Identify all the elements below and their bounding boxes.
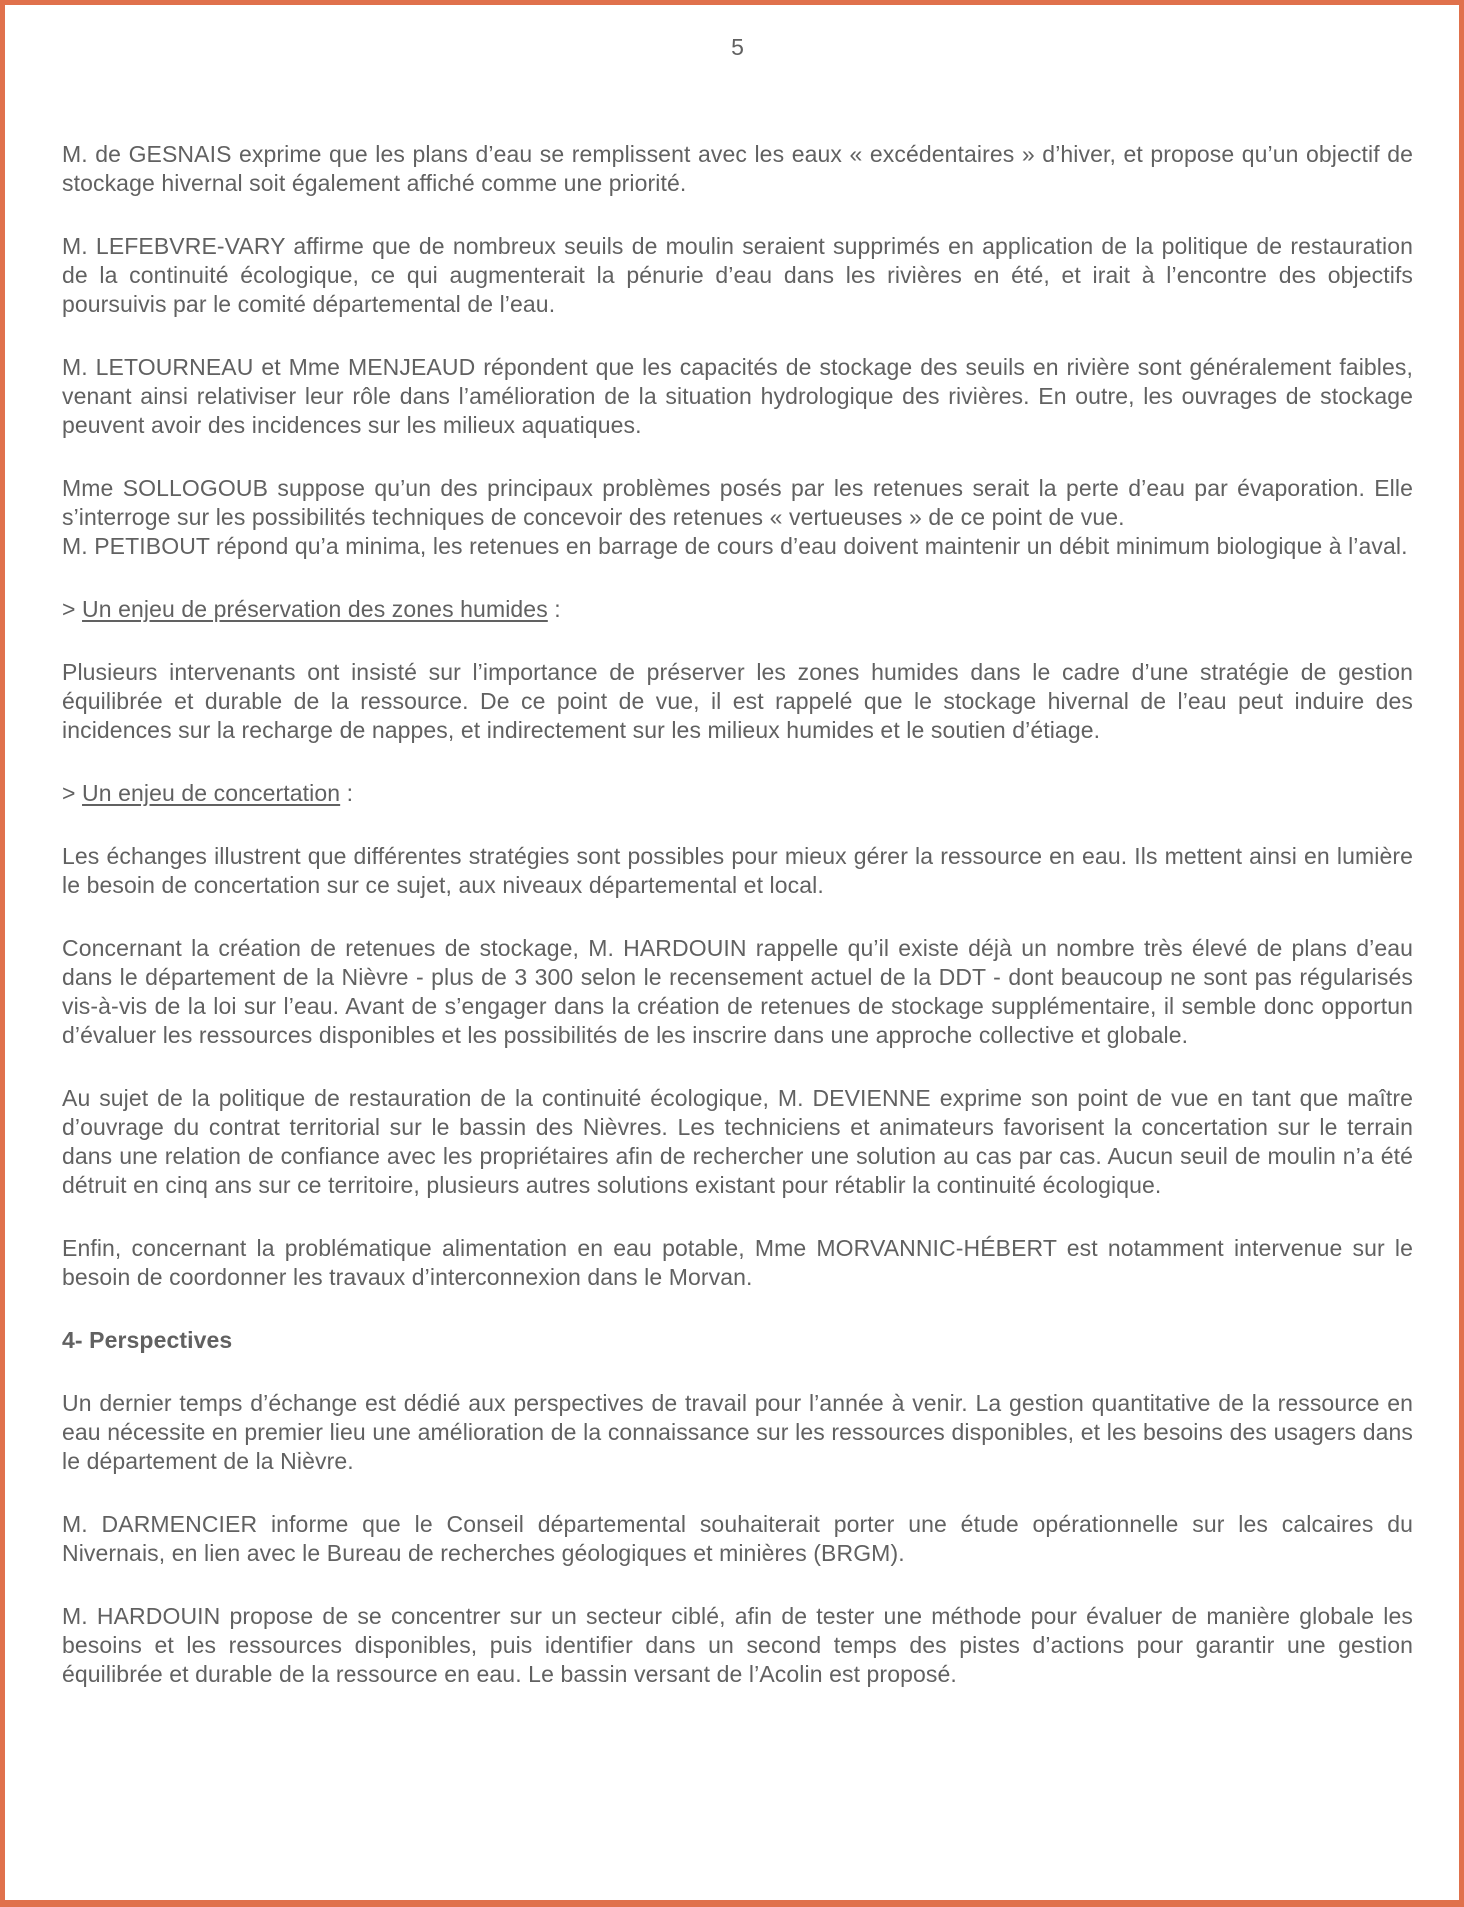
paragraph: Les échanges illustrent que différentes stratégies sont possibles pour mieux gérer la ressource en eau. Ils mettent ainsi en lumière le besoin de concertation sur ce sujet, aux niveaux départemental et local. (62, 843, 1413, 898)
heading-bullet: > (62, 596, 83, 622)
section-title: 4- Perspectives (62, 1327, 233, 1353)
paragraph: Un dernier temps d’échange est dédié aux perspectives de travail pour l’année à venir. La gestion quantitative de la ressource en eau nécessite en premier lieu une amélioration de la connaissance sur les ressources disponibles, et les besoins des usagers dans le département de la Nièvre. (62, 1390, 1413, 1474)
heading-bullet: > (62, 780, 83, 806)
paragraph: M. LEFEBVRE-VARY affirme que de nombreux seuils de moulin seraient supprimés en application de la politique de restauration de la continuité écologique, ce qui augmenterait la pénurie d’eau dans les rivières en été, et irait à l’encontre des objectifs poursuivis par le comité départemental de l’eau. (62, 233, 1413, 317)
paragraph: M. DARMENCIER informe que le Conseil départemental souhaiterait porter une étude opérationnelle sur les calcaires du Nivernais, en lien avec le Bureau de recherches géologiques et minières (BRGM). (62, 1511, 1413, 1566)
paragraph: M. LETOURNEAU et Mme MENJEAUD répondent que les capacités de stockage des seuils en rivière sont généralement faibles, venant ainsi relativiser leur rôle dans l’amélioration de la situation hydrologique des rivières. En outre, les ouvrages de stockage peuvent avoir des incidences sur les milieux aquatiques. (62, 354, 1413, 438)
paragraph: Au sujet de la politique de restauration de la continuité écologique, M. DEVIENNE exprime son point de vue en tant que maître d’ouvrage du contrat territorial sur le bassin des Nièvres. Les techniciens et animateurs favorisent la concertation sur le terrain dans une relation de confiance avec les propriétaires afin de rechercher une solution au cas par cas. Aucun seuil de moulin n’a été détruit en cinq ans sur ce territoire, plusieurs autres solutions existant pour rétablir la continuité écologique. (62, 1085, 1413, 1198)
paragraph: M. de GESNAIS exprime que les plans d’eau se remplissent avec les eaux « excédentaires » d’hiver, et propose qu’un objectif de stockage hivernal soit également affiché comme une priorité. (62, 141, 1413, 196)
heading-suffix: : (547, 596, 561, 622)
paragraph: Enfin, concernant la problématique alimentation en eau potable, Mme MORVANNIC-HÉBERT est notamment intervenue sur le besoin de coordonner les travaux d’interconnexion dans le Morvan. (62, 1235, 1413, 1290)
paragraph: Concernant la création de retenues de stockage, M. HARDOUIN rappelle qu’il existe déjà un nombre très élevé de plans d’eau dans le département de la Nièvre - plus de 3 300 selon le recensement actuel de la DDT - dont beaucoup ne sont pas régularisés vis-à-vis de la loi sur l’eau. Avant de s’engager dans la création de retenues de stockage supplémentaire, il semble donc opportun d’évaluer les ressources disponibles et les possibilités de les inscrire dans une approche collective et globale. (62, 935, 1413, 1048)
page-number: 5 (731, 34, 744, 60)
paragraph: Plusieurs intervenants ont insisté sur l’importance de préserver les zones humides dans le cadre d’une stratégie de gestion équilibrée et durable de la ressource. De ce point de vue, il est rappelé que le stockage hivernal de l’eau peut induire des incidences sur la recharge de nappes, et indirectement sur les milieux humides et le soutien d’étiage. (62, 659, 1413, 743)
paragraph: Mme SOLLOGOUB suppose qu’un des principaux problèmes posés par les retenues serait la perte d’eau par évaporation. Elle s’interroge sur les possibilités techniques de concevoir des retenues « vertueuses » de ce point de vue. (62, 475, 1413, 530)
heading-label: Un enjeu de préservation des zones humides (82, 596, 548, 622)
paragraph: M. HARDOUIN propose de se concentrer sur un secteur ciblé, afin de tester une méthode pour évaluer de manière globale les besoins et les ressources disponibles, puis identifier dans un second temps des pistes d’actions pour garantir une gestion équilibrée et durable de la ressource en eau. Le bassin versant de l’Acolin est proposé. (62, 1603, 1413, 1687)
heading-label: Un enjeu de concertation (82, 780, 341, 806)
heading-suffix: : (340, 780, 354, 806)
section-heading (62, 595, 1413, 624)
paragraph: M. PETIBOUT répond qu’a minima, les retenues en barrage de cours d’eau doivent maintenir un débit minimum biologique à l’aval. (62, 533, 1408, 559)
section-heading (62, 779, 1413, 808)
document-content (62, 62, 1413, 1900)
